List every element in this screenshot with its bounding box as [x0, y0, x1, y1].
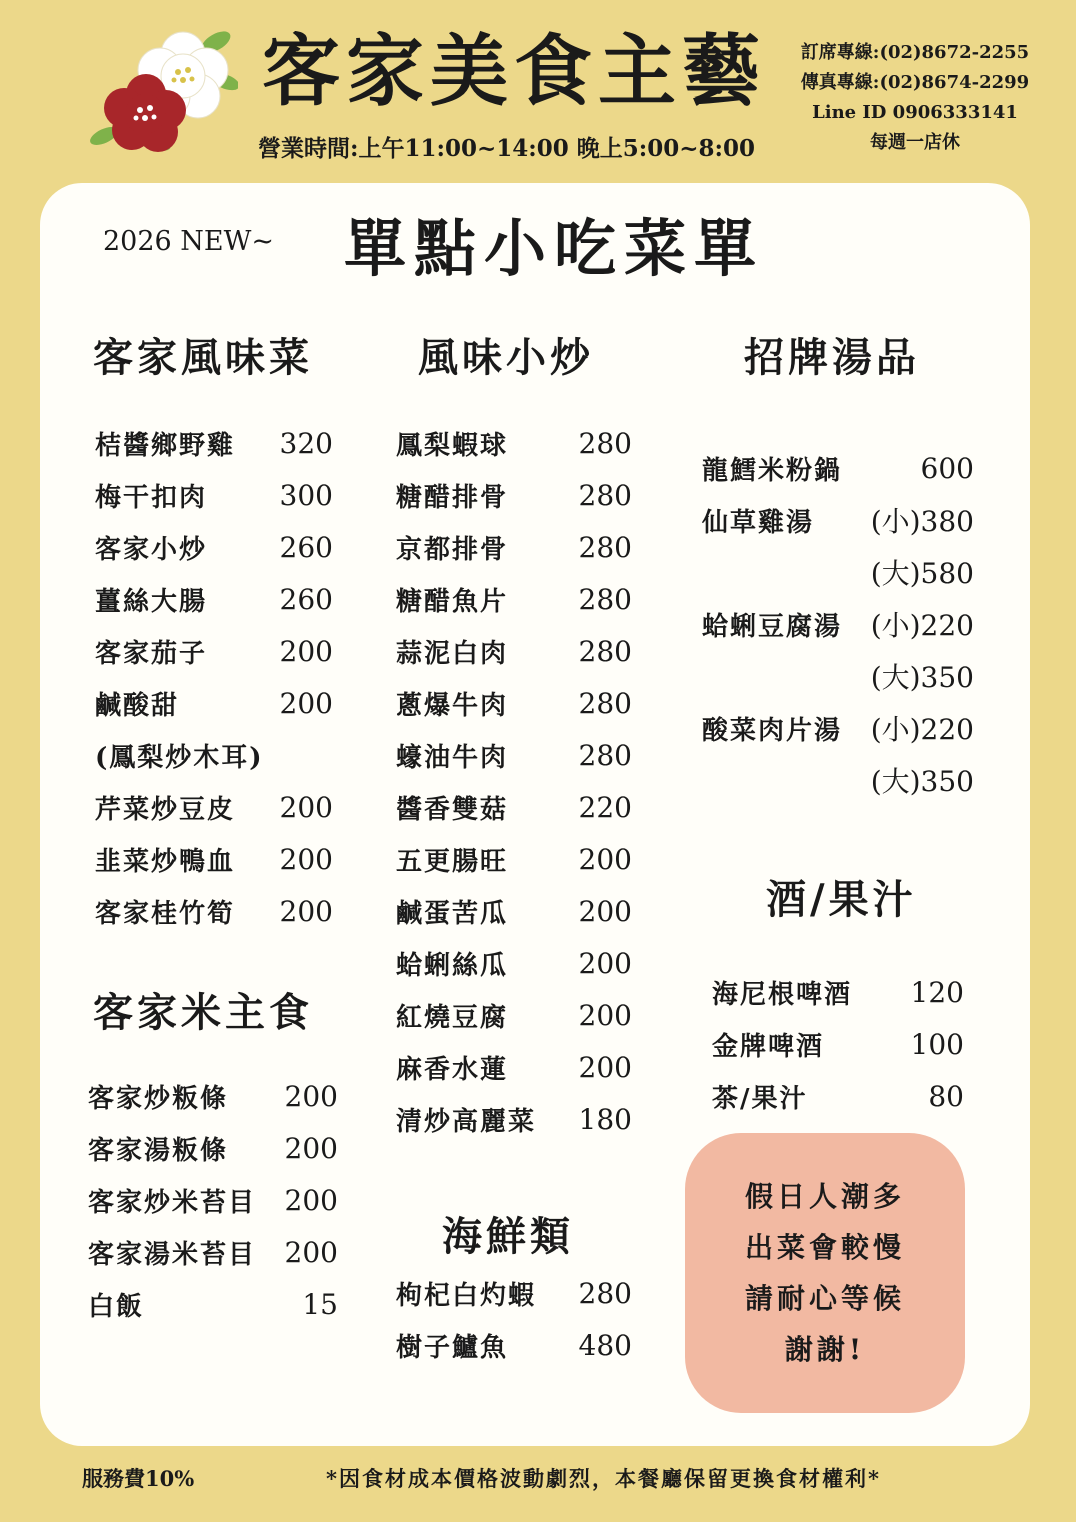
menu-item-name: 客家炒米苔目	[88, 1187, 257, 1218]
menu-item-name: 蒜泥白肉	[396, 638, 509, 669]
menu-item-price: 280	[578, 634, 632, 668]
menu-item	[88, 1122, 338, 1174]
menu-item-price: 200	[284, 1235, 338, 1269]
menu-item	[702, 650, 974, 702]
menu-item-price: 100	[910, 1027, 964, 1061]
menu-item-name: 客家湯米苔目	[88, 1239, 257, 1270]
menu-item-price: 200	[279, 842, 333, 876]
menu-item-name: 梅干扣肉	[95, 482, 208, 513]
menu-item	[702, 702, 974, 754]
menu-item-price: 280	[578, 530, 632, 564]
menu-item	[95, 573, 333, 625]
menu-item-price: 200	[279, 894, 333, 928]
menu-item-price: 180	[578, 1102, 632, 1136]
menu-item-name: 茶/果汁	[712, 1083, 808, 1114]
contact-info	[790, 38, 1040, 158]
menu-item-price: 120	[910, 975, 964, 1009]
menu-item-name: 酸菜肉片湯	[702, 715, 843, 746]
notice-line: 出菜會較慢	[744, 1231, 905, 1264]
menu-item	[396, 781, 632, 833]
menu-item-price: 280	[578, 426, 632, 460]
business-hours: 營業時間:上午11:00~14:00 晚上5:00~8:00	[258, 135, 756, 162]
reservation-phone: 訂席專線:(02)8672-2255	[800, 42, 1030, 63]
menu-item-name: 紅燒豆腐	[396, 1002, 509, 1033]
menu-item-name: 醬香雙菇	[396, 794, 509, 825]
menu-item-name: 五更腸旺	[396, 846, 509, 877]
menu-item-name: 客家茄子	[95, 638, 208, 669]
menu-item	[396, 885, 632, 937]
disclaimer: *因食材成本價格波動劇烈，本餐廳保留更換食材權利*	[326, 1466, 881, 1491]
menu-item-price: 260	[279, 582, 333, 616]
menu-item-price: 200	[284, 1183, 338, 1217]
menu-item-name: 鹹酸甜	[95, 690, 180, 721]
menu-item-price: 280	[578, 738, 632, 772]
menu-item	[396, 677, 632, 729]
section-title-seafood: 海鮮類	[442, 1213, 574, 1260]
menu-item-price: 200	[284, 1079, 338, 1113]
menu-item	[396, 469, 632, 521]
menu-item	[702, 546, 974, 598]
closed-day: 每週一店休	[870, 132, 960, 153]
menu-item-name: 蛤蜊絲瓜	[396, 950, 509, 981]
menu-item	[95, 677, 333, 729]
menu-item-name: 蔥爆牛肉	[396, 690, 509, 721]
menu-item	[396, 1041, 632, 1093]
menu-item-name: 客家桂竹筍	[95, 898, 236, 929]
menu-item	[95, 625, 333, 677]
menu-item-name: 京都排骨	[396, 534, 509, 565]
menu-item	[95, 469, 333, 521]
menu-item-name: 桔醬鄉野雞	[95, 430, 236, 461]
hakka-dishes-list	[95, 417, 333, 937]
menu-item-name: 蛤蜊豆腐湯	[702, 611, 843, 642]
busy-notice	[685, 1133, 965, 1413]
menu-item-price: 260	[279, 530, 333, 564]
menu-item-price: 480	[578, 1328, 632, 1362]
section-title-drinks: 酒/果汁	[766, 876, 917, 923]
menu-item-price: 200	[578, 998, 632, 1032]
menu-item	[88, 1226, 338, 1278]
menu-item	[95, 417, 333, 469]
menu-item-price: 320	[279, 426, 333, 460]
menu-item-price: 200	[578, 894, 632, 928]
hakka-staples-list	[88, 1070, 338, 1330]
menu-item-price: 80	[928, 1079, 964, 1113]
section-title-stir-fry: 風味小炒	[418, 334, 594, 381]
menu-item	[396, 989, 632, 1041]
menu-item-name: 糖醋排骨	[396, 482, 509, 513]
camellia-logo-icon	[88, 24, 238, 154]
menu-item-name: 白飯	[88, 1291, 145, 1322]
menu-item	[702, 754, 974, 806]
soups-list	[702, 442, 974, 806]
menu-item-name: 麻香水蓮	[396, 1054, 509, 1085]
menu-item	[396, 729, 632, 781]
menu-item	[702, 598, 974, 650]
menu-item-name: 龍鱈米粉鍋	[702, 455, 843, 486]
menu-item	[396, 833, 632, 885]
menu-item	[702, 442, 974, 494]
menu-item	[396, 417, 632, 469]
menu-item-price: 280	[578, 1276, 632, 1310]
menu-item	[95, 885, 333, 937]
menu-title: 單點小吃菜單	[344, 212, 765, 285]
menu-item-price: 280	[578, 686, 632, 720]
menu-item	[396, 625, 632, 677]
menu-item	[712, 966, 964, 1018]
menu-item	[88, 1070, 338, 1122]
seafood-list	[396, 1267, 632, 1371]
menu-item-name: 鳳梨蝦球	[396, 430, 509, 461]
menu-item-name: 清炒高麗菜	[396, 1106, 537, 1137]
menu-item	[95, 781, 333, 833]
shop-name: 客家美食主藝	[262, 26, 767, 117]
menu-item	[396, 1093, 632, 1145]
menu-item-name: 糖醋魚片	[396, 586, 509, 617]
menu-item-name: 薑絲大腸	[95, 586, 208, 617]
menu-item-name: (鳳梨炒木耳)	[95, 742, 264, 773]
year-tag: 2026 NEW~	[103, 226, 275, 257]
menu-item-price: (大)580	[870, 557, 974, 590]
menu-item	[88, 1174, 338, 1226]
menu-item-name: 枸杞白灼蝦	[396, 1280, 537, 1311]
menu-item-price: (小)380	[870, 505, 974, 538]
menu-card	[40, 183, 1030, 1446]
menu-item	[95, 729, 333, 781]
section-title-soups: 招牌湯品	[744, 334, 920, 381]
service-fee: 服務費10%	[82, 1466, 195, 1491]
menu-item-price: 280	[578, 582, 632, 616]
menu-item	[95, 833, 333, 885]
menu-item-price: (大)350	[870, 765, 974, 798]
menu-item-price: (大)350	[870, 661, 974, 694]
menu-item-price: 600	[920, 451, 974, 485]
menu-item-price: 200	[279, 686, 333, 720]
drinks-list	[712, 966, 964, 1122]
menu-item-price: 200	[578, 946, 632, 980]
fax-number: 傳真專線:(02)8674-2299	[800, 72, 1030, 93]
line-id: Line ID 0906333141	[812, 102, 1018, 123]
menu-item	[712, 1070, 964, 1122]
menu-item-price: 300	[279, 478, 333, 512]
menu-item-name: 鹹蛋苦瓜	[396, 898, 509, 929]
menu-item	[396, 521, 632, 573]
menu-item	[702, 494, 974, 546]
menu-item-price: 200	[279, 634, 333, 668]
menu-item-name: 客家小炒	[95, 534, 208, 565]
menu-item	[396, 937, 632, 989]
menu-item-price: 200	[578, 842, 632, 876]
notice-line: 請耐心等候	[744, 1282, 905, 1315]
menu-item-name: 客家炒粄條	[88, 1083, 229, 1114]
notice-line: 假日人潮多	[744, 1180, 905, 1213]
menu-item	[95, 521, 333, 573]
menu-item-price: 200	[578, 1050, 632, 1084]
notice-line: 謝謝!	[784, 1333, 866, 1366]
menu-item-name: 仙草雞湯	[702, 507, 815, 538]
menu-item	[396, 573, 632, 625]
menu-item-price: 200	[284, 1131, 338, 1165]
menu-item-name: 海尼根啤酒	[712, 979, 853, 1010]
menu-item-price: 15	[302, 1287, 338, 1321]
menu-item-price: (小)220	[870, 713, 974, 746]
menu-item-name: 韭菜炒鴨血	[95, 846, 236, 877]
menu-item-price: (小)220	[870, 609, 974, 642]
menu-item-name: 樹子鱸魚	[396, 1332, 509, 1363]
stir-fry-list	[396, 417, 632, 1145]
section-title-hakka-staples: 客家米主食	[93, 989, 313, 1036]
menu-item	[712, 1018, 964, 1070]
menu-item-price: 280	[578, 478, 632, 512]
menu-item-price: 200	[279, 790, 333, 824]
menu-item-name: 金牌啤酒	[712, 1031, 825, 1062]
menu-item	[396, 1267, 632, 1319]
menu-item-price: 220	[578, 790, 632, 824]
menu-item	[88, 1278, 338, 1330]
section-title-hakka-dishes: 客家風味菜	[93, 334, 313, 381]
menu-item-name: 客家湯粄條	[88, 1135, 229, 1166]
menu-item-name: 芹菜炒豆皮	[95, 794, 236, 825]
menu-item-name: 蠔油牛肉	[396, 742, 509, 773]
menu-item	[396, 1319, 632, 1371]
